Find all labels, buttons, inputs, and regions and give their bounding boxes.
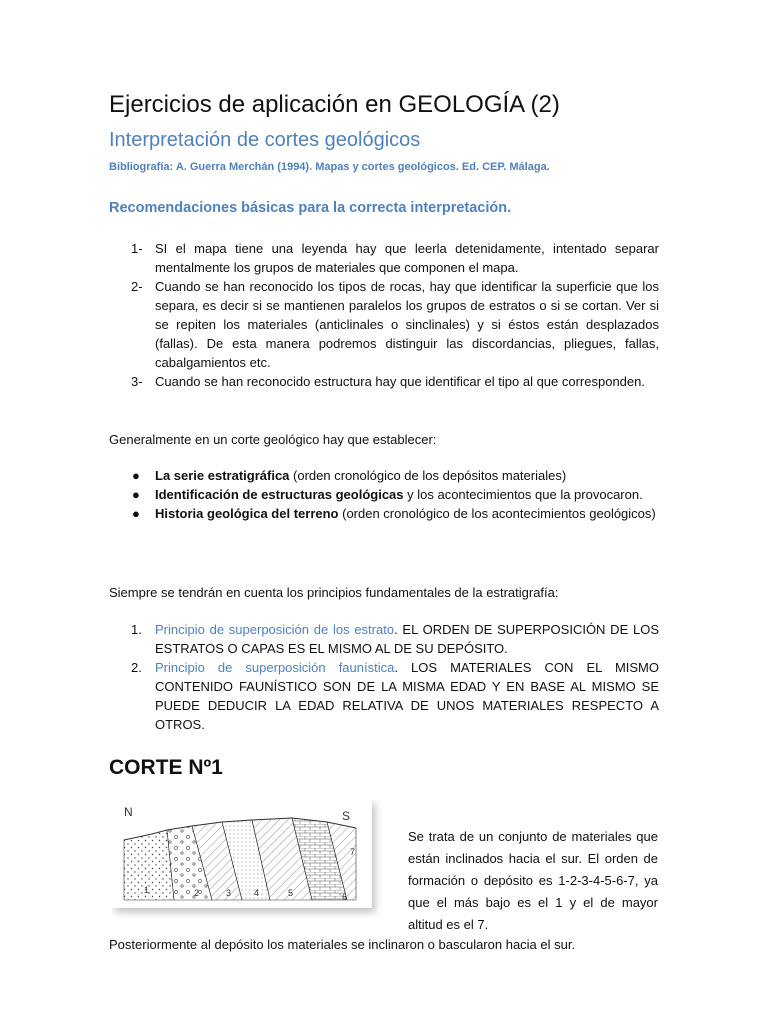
principles-list <box>109 620 659 734</box>
section-title: CORTE Nº1 <box>109 756 223 779</box>
north-label: N <box>124 805 133 819</box>
list-text: Cuando se han reconocido los tipos de rocas, hay que identificar la superficie que los separa, es decir si se mantienen paralelos los grupos de estratos o si se cortan. Ver si se repiten los materiales (anticlinales o sinclinales) y si éstos están desplazados (fallas). De esta manera podremos distinguir las discordancias, pliegues, fallas, cabalgamientos etc. <box>155 279 659 370</box>
list-text: Cuando se han reconocido estructura hay que identificar el tipo al que corresponden. <box>155 374 645 389</box>
bibliography: Bibliografía: A. Guerra Merchán (1994). Mapas y cortes geológicos. Ed. CEP. Málaga. <box>109 161 550 173</box>
list-number: 3- <box>131 374 143 389</box>
list-item <box>109 277 659 372</box>
layer-label: 4 <box>254 888 260 898</box>
recommendations-heading: Recomendaciones básicas para la correcta interpretación. <box>109 200 512 216</box>
layer-label: 3 <box>226 888 232 898</box>
bullet-text: y los acontecimientos que la provocaron. <box>403 487 643 502</box>
geologic-cross-section-figure <box>112 800 384 918</box>
corte-conclusion: Posteriormente al depósito los materiales se inclinaron o bascularon hacia el sur. <box>109 937 576 952</box>
general-bullets <box>109 466 659 523</box>
layer-label: 5 <box>288 888 294 898</box>
list-number: 1. <box>131 622 142 637</box>
list-item <box>109 485 659 504</box>
recommendations-list <box>109 239 659 391</box>
bullet-text: (orden cronológico de los depósitos materiales) <box>289 468 567 483</box>
layer-label: 1 <box>144 885 150 895</box>
layer-label: 7 <box>350 847 356 857</box>
layer-label: 2 <box>194 888 200 898</box>
bullet-text: (orden cronológico de los acontecimientos geológicos) <box>338 506 656 521</box>
general-intro: Generalmente en un corte geológico hay que establecer: <box>109 432 437 447</box>
bullet-icon: ● <box>132 468 140 483</box>
bullet-icon: ● <box>132 487 140 502</box>
list-item <box>109 239 659 277</box>
list-number: 2- <box>131 279 143 294</box>
corte-description: Se trata de un conjunto de materiales que están inclinados hacia el sur. El orden de formación o depósito es 1-2-3-4-5-6-7, ya que el más bajo es el 1 y el de mayor altitud es el 7. <box>408 829 658 932</box>
list-item <box>109 372 659 391</box>
list-number: 1- <box>131 241 143 256</box>
list-item <box>109 620 659 658</box>
principles-intro: Siempre se tendrán en cuenta los principios fundamentales de la estratigrafía: <box>109 585 559 600</box>
list-number: 2. <box>131 660 142 675</box>
principle-link[interactable]: Principio de superposición de los estrato <box>155 622 395 637</box>
page-subtitle: Interpretación de cortes geológicos <box>109 129 421 151</box>
list-item <box>109 504 659 523</box>
south-label: S <box>342 809 351 823</box>
list-item <box>109 658 659 734</box>
principle-text: . LOS MATERIALES CON EL MISMO CONTENIDO FAUNÍSTICO SON DE LA MISMA EDAD Y EN BASE AL MISMO SE PUEDE DEDUCIR LA EDAD RELATIVA DE UNOS MATERIALES RESPECTO A OTROS. <box>155 660 659 732</box>
principle-text: . EL ORDEN DE SUPERPOSICIÓN DE LOS ESTRATOS O CAPAS ES EL MISMO AL DE SU DEPÓSITO. <box>155 622 659 656</box>
bullet-bold: La serie estratigráfica <box>155 468 290 483</box>
bullet-bold: Historia geológica del terreno <box>155 506 339 521</box>
bullet-icon: ● <box>132 506 140 521</box>
principle-link[interactable]: Principio de superposición faunística <box>155 660 395 675</box>
list-text: SI el mapa tiene una leyenda hay que leerla detenidamente, intentado separar mentalmente los grupos de materiales que componen el mapa. <box>155 241 659 275</box>
list-item <box>109 466 659 485</box>
page-title: Ejercicios de aplicación en GEOLOGÍA (2) <box>109 91 560 118</box>
layer-label: 6 <box>342 892 348 902</box>
bullet-bold: Identificación de estructuras geológicas <box>155 487 404 502</box>
